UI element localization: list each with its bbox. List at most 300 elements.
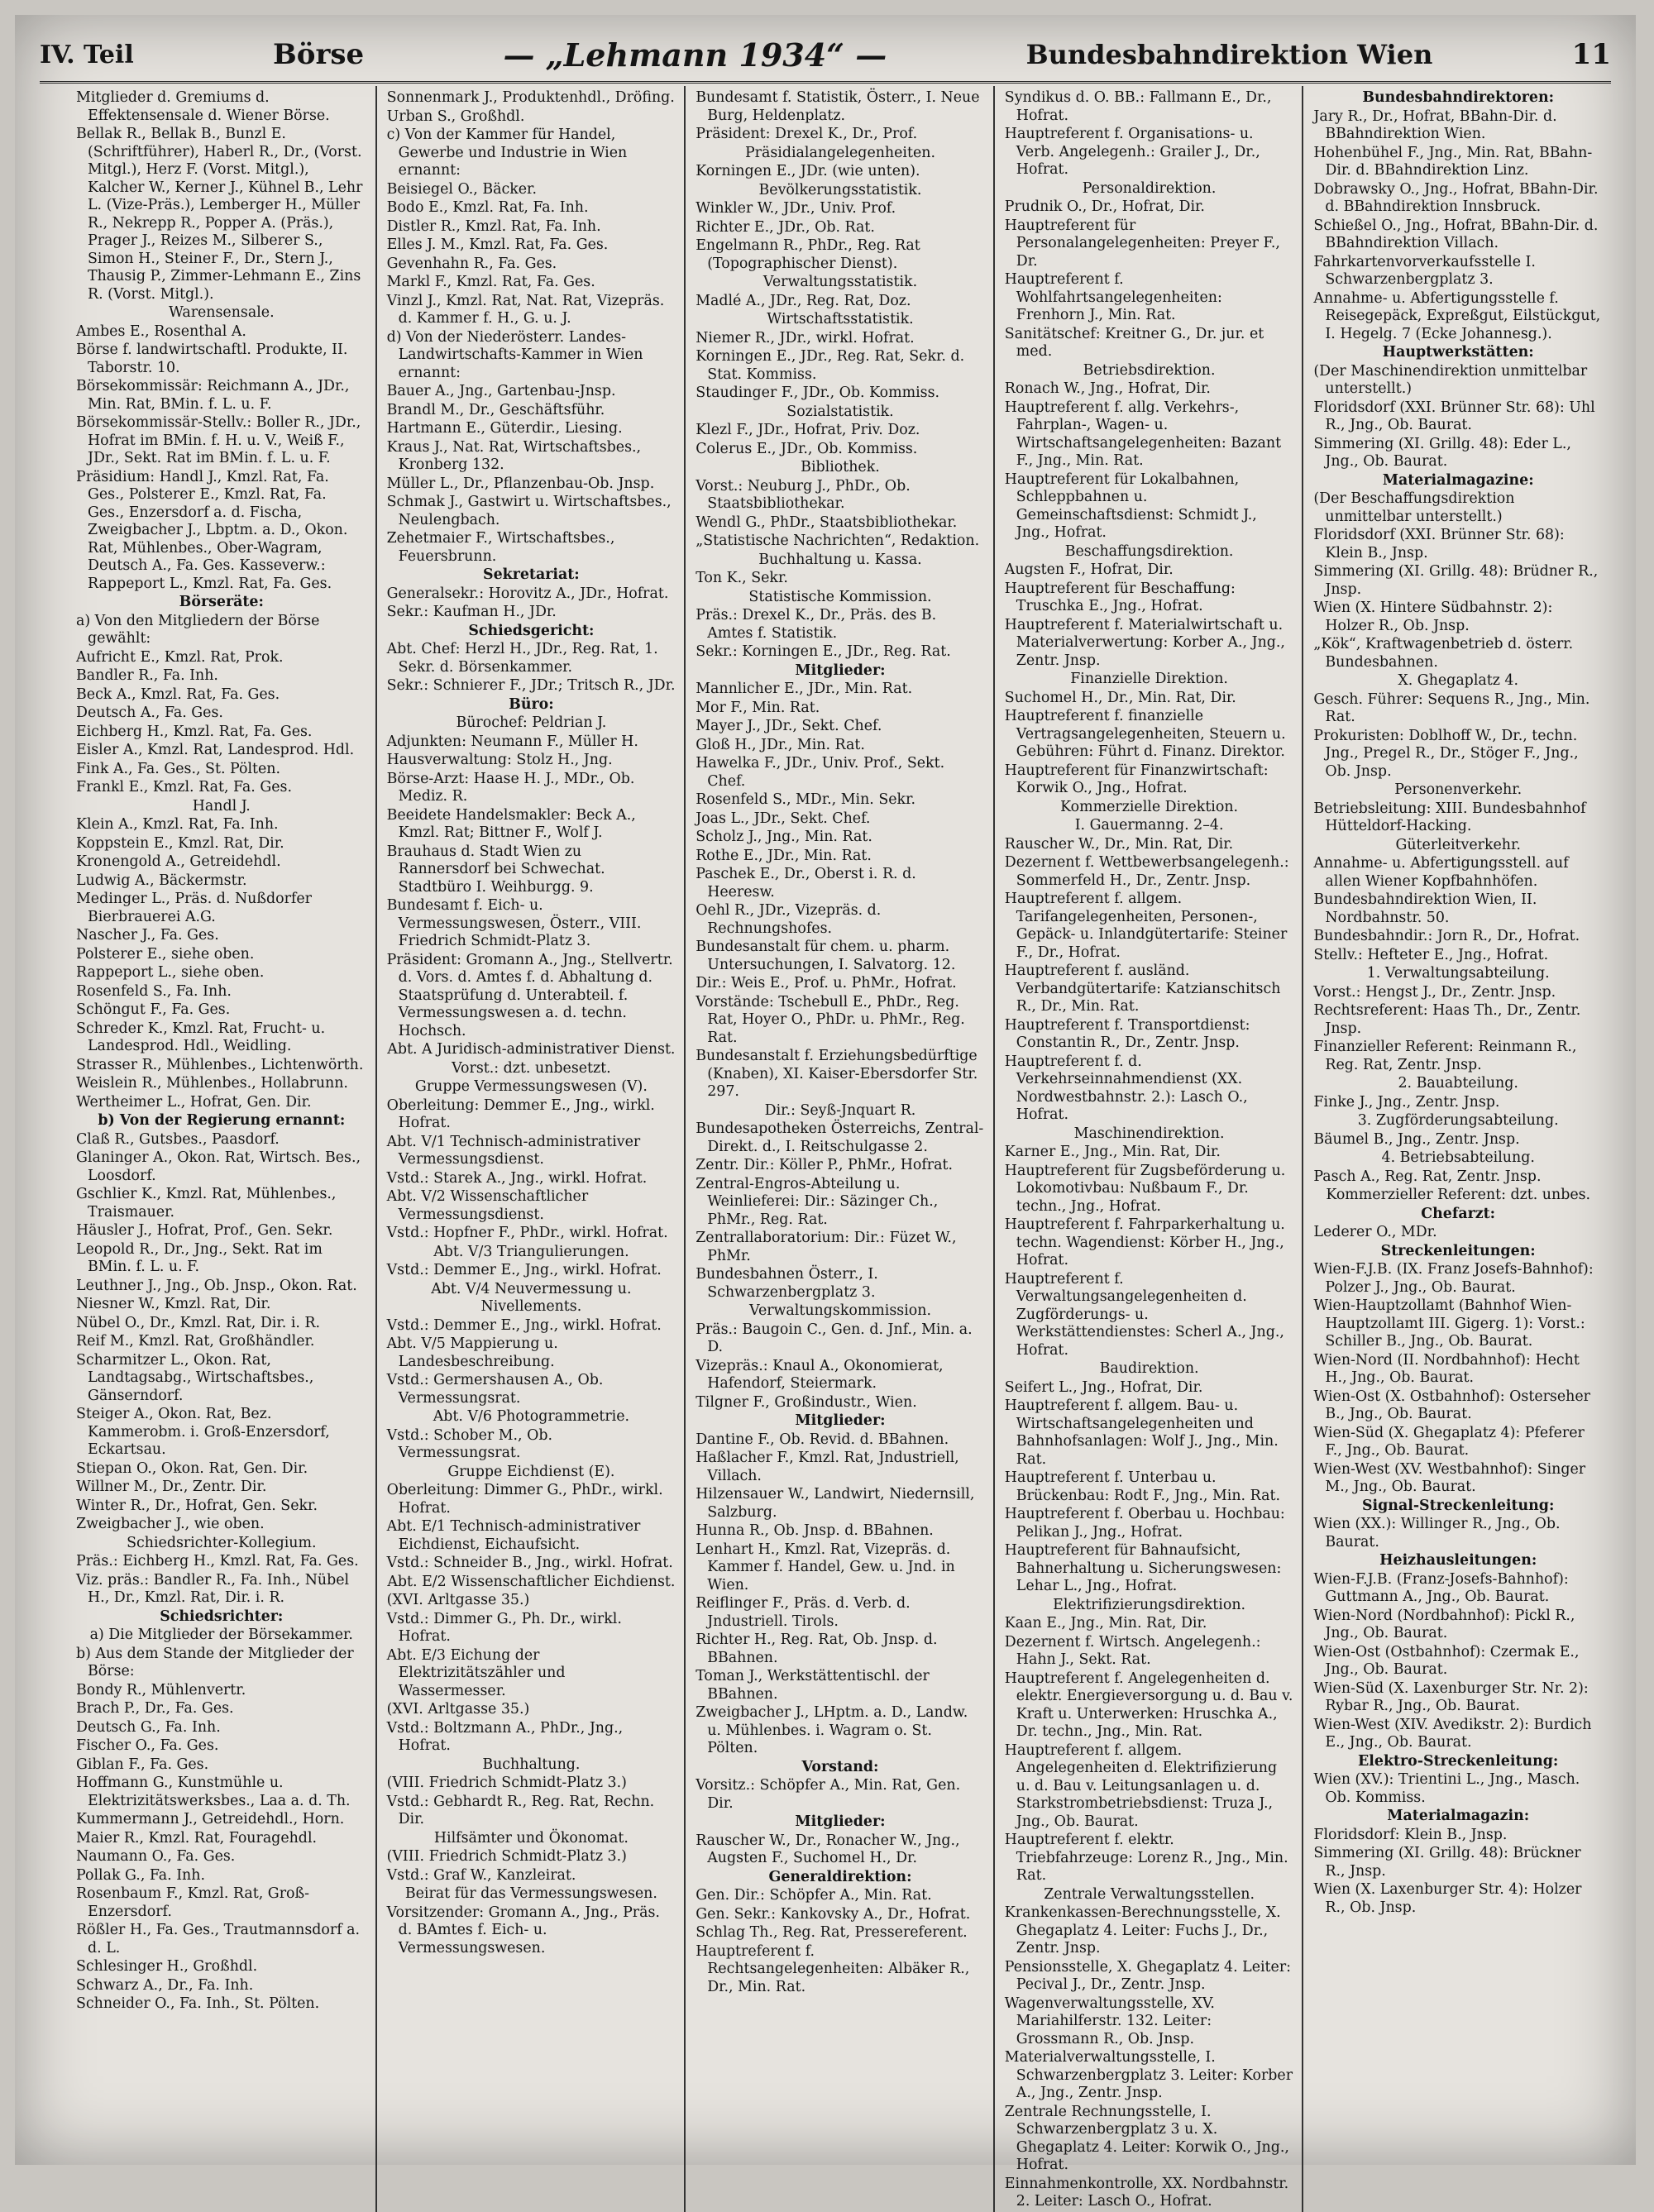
directory-entry: Vinzl J., Kmzl. Rat, Nat. Rat, Vizepräs. d. Kammer f. H., G. u. J.	[386, 292, 665, 327]
directory-entry: Rosenbaum F., Kmzl. Rat, Groß-Enzersdorf.	[76, 1885, 309, 1920]
directory-entry: Wien-Nord (II. Nordbahnhof): Hecht H., Jng., Ob. Baurat.	[1313, 1351, 1580, 1386]
directory-entry: Kraus J., Nat. Rat, Wirtschaftsbes., Kronberg 132.	[386, 438, 642, 473]
directory-entry: Sekr.: Schnierer F., JDr.; Tritsch R., JDr.	[386, 677, 676, 694]
directory-entry: Abt. E/3 Eichung der Elektrizitätszähler und Wassermesser.	[386, 1646, 566, 1699]
directory-entry: Börsekommissär: Reichmann A., JDr., Min. Rat, BMin. f. L. u. F.	[76, 378, 350, 413]
directory-entry: Bellak R., Bellak B., Bunzl E. (Schriftführer), Haberl R., Dr., (Vorst. Mitgl.), Herz F. (Vorst. Mitgl.), Kalcher W., Kerner J., Kühnel B., Lehr L. (Vize-Präs.), Lemberger H., Müller R., Nekrepp R., Popper A. (Präs.), Prager J., Reizes M., Silberer S., Simon H., Steiner F., Dr., Stern J., Thausig P., Zimmer-Lehmann E., Zins R. (Vorst. Mitgl.).	[76, 126, 363, 303]
directory-entry: Materialmagazine:	[1382, 471, 1534, 489]
directory-entry: Eisler A., Kmzl. Rat, Landesprod. Hdl.	[76, 742, 355, 758]
directory-entry: Korningen E., JDr., Reg. Rat, Sekr. d. Stat. Kommiss.	[696, 348, 965, 383]
directory-entry: Schießel O., Jng., Hofrat, BBahn-Dir. d. BBahndirektion Villach.	[1313, 217, 1599, 251]
directory-entry: Hauptreferent f. ausländ. Verbandgütertarife: Katzianschitsch R., Dr., Min. Rat.	[1004, 963, 1281, 1015]
directory-entry: Wien-Ost (Ostbahnhof): Czermak E., Jng., Ob. Baurat.	[1313, 1643, 1580, 1678]
directory-entry: Materialverwaltungsstelle, I. Schwarzenbergplatz 3. Leiter: Korber A., Jng., Zentr. Jnsp.	[1004, 2049, 1293, 2101]
directory-entry: Rappeport L., siehe oben.	[76, 964, 265, 981]
directory-entry: Wien-West (XIV. Avedikstr. 2): Burdich E., Jng., Ob. Baurat.	[1313, 1716, 1592, 1751]
directory-entry: Brauhaus d. Stadt Wien zu Rannersdorf bei Schwechat. Stadtbüro I. Weihburgg. 9.	[386, 843, 605, 896]
directory-entry: Hauptreferent f. Wohlfahrtsangelegenheiten: Frenhorn J., Min. Rat.	[1004, 271, 1222, 323]
directory-entry: Rosenfeld S., Fa. Inh.	[76, 982, 232, 1000]
directory-entry: Hauptreferent für Personalangelegenheiten: Preyer F., Dr.	[1004, 217, 1280, 270]
directory-entry: Bundesamt f. Eich- u. Vermessungswesen, Österr., VIII. Friedrich Schmidt-Platz 3.	[386, 897, 642, 949]
directory-entry: Finanzielle Direktion.	[1070, 671, 1228, 687]
directory-entry: X. Ghegaplatz 4.	[1398, 672, 1519, 689]
directory-entry: Ton K., Sekr.	[696, 570, 788, 586]
directory-entry: Wien-Hauptzollamt (Bahnhof Wien-Hauptzollamt III. Gigerg. 1): Vorst.: Schiller B., Jng., Ob. Baurat.	[1313, 1297, 1585, 1350]
directory-entry: Bundesbahndir.: Jorn R., Dr., Hofrat.	[1313, 928, 1580, 944]
directory-entry: Beirat für das Vermessungswesen.	[404, 1885, 657, 1902]
directory-entry: Rosenfeld S., MDr., Min. Sekr.	[696, 791, 916, 808]
directory-entry: Polsterer E., siehe oben.	[76, 945, 255, 963]
directory-entry: Urban S., Großhdl.	[386, 107, 525, 125]
directory-entry: Hauptreferent f. elektr. Triebfahrzeuge: Lorenz R., Jng., Min. Rat.	[1004, 1832, 1288, 1884]
directory-entry: Zentr. Dir.: Köller P., PhMr., Hofrat.	[696, 1157, 954, 1173]
directory-entry: Dantine F., Ob. Revid. d. BBahnen.	[696, 1431, 949, 1448]
directory-entry: Abt. E/1 Technisch-administrativer Eichdienst, Eichaufsicht.	[386, 1518, 641, 1553]
directory-entry: Wertheimer L., Hofrat, Gen. Dir.	[76, 1093, 312, 1111]
directory-entry: Wien-West (XV. Westbahnhof): Singer M., Jng., Ob. Baurat.	[1313, 1460, 1586, 1495]
directory-entry: Sekr.: Korningen E., JDr., Reg. Rat.	[696, 643, 951, 660]
directory-entry: Beck A., Kmzl. Rat, Fa. Ges.	[76, 686, 280, 703]
directory-entry: Pasch A., Reg. Rat, Zentr. Jnsp.	[1313, 1168, 1542, 1185]
directory-entry: Abt. V/4 Neuvermessung u. Nivellements.	[431, 1280, 632, 1315]
directory-entry: Kronengold A., Getreidehdl.	[76, 853, 281, 870]
directory-entry: Dir.: Seyß-Jnquart R.	[764, 1101, 916, 1119]
directory-entry: Zentrallaboratorium: Dir.: Füzet W., PhMr.	[696, 1230, 957, 1264]
directory-entry: Chefarzt:	[1421, 1205, 1496, 1222]
directory-entry: Präsidium: Handl J., Kmzl. Rat, Fa. Ges., Polsterer E., Kmzl. Rat, Fa. Ges., Enzersdorf a. d. Fischa, Zweigbacher J., Lbptm. a. D., Okon. Rat, Mühlenbes., Ober-Wagram, Deutsch A., Fa. Ges. Kasseverw.: Rappeport L., Kmzl. Rat, Fa. Ges.	[76, 468, 348, 592]
directory-entry: Vorst.: dzt. unbesetzt.	[452, 1059, 611, 1077]
directory-entry: Fahrkartenvorverkaufsstelle I. Schwarzenbergplatz 3.	[1313, 253, 1536, 288]
directory-entry: Fink A., Fa. Ges., St. Pölten.	[76, 760, 281, 777]
publication-title: — „Lehmann 1934“ —	[503, 36, 887, 74]
directory-entry: Maschinendirektion.	[1073, 1125, 1225, 1142]
page-number: 11	[1571, 38, 1611, 71]
directory-entry: Klein A., Kmzl. Rat, Fa. Inh.	[76, 816, 279, 833]
directory-entry: Hauptwerkstätten:	[1382, 344, 1534, 361]
directory-entry: Gschlier K., Kmzl. Rat, Mühlenbes., Traismauer.	[76, 1186, 337, 1221]
directory-entry: Vstd.: Demmer E., Jng., wirkl. Hofrat.	[386, 1262, 662, 1278]
directory-entry: Gevenhahn R., Fa. Ges.	[386, 255, 557, 272]
directory-entry: Lederer O., MDr.	[1313, 1224, 1437, 1240]
directory-entry: Vorstand:	[801, 1758, 879, 1775]
directory-entry: Niesner W., Kmzl. Rat, Dir.	[76, 1296, 271, 1312]
directory-entry: Elektro-Streckenleitung:	[1358, 1752, 1559, 1770]
directory-entry: Engelmann R., PhDr., Reg. Rat (Topographischer Dienst).	[696, 237, 920, 272]
directory-entry: Winter R., Dr., Hofrat, Gen. Sekr.	[76, 1497, 318, 1514]
directory-entry: Oehl R., JDr., Vizepräs. d. Rechnungshofes.	[696, 902, 882, 937]
directory-entry: (XVI. Arltgasse 35.)	[386, 1592, 530, 1608]
directory-entry: Hauptreferent f. Transportdienst: Constantin R., Dr., Zentr. Jnsp.	[1004, 1016, 1250, 1051]
directory-entry: Rothe E., JDr., Min. Rat.	[696, 847, 872, 864]
directory-entry: Simmering (XI. Grillg. 48): Eder L., Jng., Ob. Baurat.	[1313, 435, 1571, 470]
directory-entry: Bondy R., Mühlenvertr.	[76, 1681, 246, 1698]
directory-entry: Hauptreferent f. Fahrparkerhaltung u. techn. Wagendienst: Körber H., Jng., Hofrat.	[1004, 1216, 1285, 1268]
directory-entry: Augsten F., Hofrat, Dir.	[1004, 561, 1174, 578]
directory-entry: Claß R., Gutsbes., Paasdorf.	[76, 1130, 280, 1148]
directory-entry: Annahme- u. Abfertigungsstell. auf allen Wiener Kopfbahnhöfen.	[1313, 855, 1569, 890]
directory-entry: Hauptreferent f. allgem. Angelegenheiten d. Elektrifizierung u. d. Bau v. Leitungsanlagen u. d. Starkstrombetriebsdienst: Truza J., Jng., Ob. Baurat.	[1004, 1741, 1278, 1830]
directory-entry: Gruppe Vermessungswesen (V).	[414, 1078, 648, 1095]
directory-entry: Baudirektion.	[1099, 1360, 1199, 1377]
directory-entry: Präsident: Gromann A., Jng., Stellvertr. d. Vors. d. Amtes f. d. Abhaltung d. Staatsprüfung d. Unterabteil. f. Vermessungswesen a. d. techn. Hochsch.	[386, 951, 673, 1039]
directory-entry: Ambes E., Rosenthal A.	[76, 322, 246, 340]
directory-entry: Leuthner J., Jng., Ob. Jnsp., Okon. Rat.	[76, 1277, 357, 1294]
directory-entry: Warensensale.	[168, 304, 275, 321]
directory-entry: Naumann O., Fa. Ges.	[76, 1848, 236, 1865]
directory-entry: Klezl F., JDr., Hofrat, Priv. Doz.	[696, 422, 920, 438]
directory-entry: Suchomel H., Dr., Min. Rat, Dir.	[1004, 689, 1236, 706]
directory-entry: a) Die Mitglieder der Börsekammer.	[89, 1627, 353, 1643]
directory-entry: Simmering (XI. Grillg. 48): Brüdner R., Jnsp.	[1313, 563, 1599, 598]
directory-entry: c) Von der Kammer für Handel, Gewerbe und Industrie in Wien ernannt:	[386, 127, 628, 179]
column-4	[993, 86, 1303, 2212]
directory-entry: Hilfsämter und Ökonomat.	[433, 1829, 629, 1847]
directory-entry: Betriebsdirektion.	[1083, 361, 1216, 379]
directory-entry: Paschek E., Dr., Oberst i. R. d. Heeresw.	[696, 866, 916, 901]
directory-entry: Sanitätschef: Kreitner G., Dr. jur. et med.	[1004, 325, 1264, 360]
directory-entry: Frankl E., Kmzl. Rat, Fa. Ges.	[76, 779, 292, 795]
directory-entry: Oberleitung: Demmer E., Jng., wirkl. Hofrat.	[386, 1096, 655, 1131]
directory-entry: Dezernent f. Wirtsch. Angelegenh.: Hahn J., Sekt. Rat.	[1004, 1633, 1261, 1668]
directory-entry: Rauscher W., Dr., Min. Rat, Dir.	[1004, 835, 1234, 853]
directory-entry: Präsident: Drexel K., Dr., Prof.	[696, 126, 918, 142]
directory-entry: Distler R., Kmzl. Rat, Fa. Inh.	[386, 217, 601, 235]
directory-entry: Finanzieller Referent: Reinmann R., Reg. Rat, Zentr. Jnsp.	[1313, 1039, 1577, 1073]
directory-entry: Handl J.	[192, 797, 251, 815]
directory-page	[15, 15, 1636, 2210]
directory-entry: Zweigbacher J., LHptm. a. D., Landw. u. Mühlenbes. i. Wagram o. St. Pölten.	[696, 1704, 968, 1756]
directory-entry: Gen. Sekr.: Kankovsky A., Dr., Hofrat.	[696, 1905, 971, 1923]
directory-entry: Vstd.: Schober M., Ob. Vermessungsrat.	[386, 1426, 553, 1461]
directory-entry: Hauptreferent f. Rechtsangelegenheiten: Albäker R., Dr., Min. Rat.	[696, 1942, 970, 1995]
directory-entry: Sozialstatistik.	[786, 403, 894, 420]
directory-entry: 4. Betriebsabteilung.	[1381, 1149, 1535, 1166]
directory-entry: Pollak G., Fa. Inh.	[76, 1866, 205, 1884]
directory-entry: Bundesanstalt für chem. u. pharm. Untersuchungen, I. Salvatorg. 12.	[696, 939, 956, 973]
directory-entry: Stellv.: Hefteter E., Jng., Hofrat.	[1313, 946, 1549, 963]
directory-entry: (XVI. Arltgasse 35.)	[386, 1701, 530, 1718]
directory-entry: Hauptreferent für Bahnaufsicht, Bahnerhaltung u. Sicherungswesen: Lehar L., Jng., Hofrat.	[1004, 1542, 1282, 1594]
directory-entry: Bodo E., Kmzl. Rat, Fa. Inh.	[386, 199, 589, 216]
directory-entry: Bundesapotheken Österreichs, Zentral-Direkt. d., I. Reitschulgasse 2.	[696, 1120, 984, 1155]
directory-entry: Hunna R., Ob. Jnsp. d. BBahnen.	[696, 1522, 934, 1539]
directory-entry: Wien (XV.): Trientini L., Jng., Masch. Ob. Kommiss.	[1313, 1771, 1580, 1806]
directory-entry: Rechtsreferent: Haas Th., Dr., Zentr. Jnsp.	[1313, 1002, 1581, 1037]
directory-entry: Wien-Süd (X. Laxenburger Str. Nr. 2): Rybar R., Jng., Ob. Baurat.	[1313, 1679, 1589, 1714]
directory-entry: Floridsdorf (XXI. Brünner Str. 68): Klein B., Jnsp.	[1313, 527, 1565, 561]
directory-entry: Abt. E/2 Wissenschaftlicher Eichdienst.	[387, 1573, 676, 1590]
directory-entry: Wien (XX.): Willinger R., Jng., Ob. Baurat.	[1313, 1516, 1561, 1550]
directory-entry: Seifert L., Jng., Hofrat, Dir.	[1004, 1378, 1203, 1396]
directory-entry: Bürochef: Peldrian J.	[456, 714, 607, 731]
directory-entry: Markl F., Kmzl. Rat, Fa. Ges.	[386, 274, 595, 290]
directory-entry: Beeidete Handelsmakler: Beck A., Kmzl. Rat; Bittner F., Wolf J.	[386, 806, 636, 841]
directory-entry: Eichberg H., Kmzl. Rat, Fa. Ges.	[76, 723, 313, 740]
directory-entry: Zehetmaier F., Wirtschaftsbes., Feuersbrunn.	[386, 530, 615, 565]
directory-entry: Vstd.: Demmer E., Jng., wirkl. Hofrat.	[386, 1316, 662, 1334]
directory-entry: b) Aus dem Stande der Mitglieder der Börse:	[76, 1645, 354, 1679]
directory-entry: Abt. V/3 Triangulierungen.	[433, 1243, 629, 1260]
directory-entry: Hauptreferent f. Verwaltungsangelegenheiten d. Zugförderungs- u. Werkstättendienstes: Scherl A., Jng., Hofrat.	[1004, 1270, 1284, 1359]
column-1	[66, 86, 375, 2212]
directory-entry: Mitglieder:	[795, 1813, 886, 1830]
directory-entry: Vstd.: Germershausen A., Ob. Vermessungsrat.	[386, 1372, 604, 1407]
directory-entry: Dezernent f. Wettbewerbsangelegenh.: Sommerfeld H., Dr., Zentr. Jnsp.	[1004, 854, 1289, 889]
directory-entry: Dir.: Weis E., Prof. u. PhMr., Hofrat.	[696, 975, 957, 991]
directory-entry: Simmering (XI. Grillg. 48): Brückner R., Jnsp.	[1313, 1845, 1581, 1880]
directory-entry: Abt. V/5 Mappierung u. Landesbeschreibung.	[386, 1335, 558, 1370]
directory-entry: Wien-Süd (X. Ghegaplatz 4): Pfeferer F., Jng., Ob. Baurat.	[1313, 1424, 1585, 1459]
directory-entry: Colerus E., JDr., Ob. Kommiss.	[696, 440, 918, 457]
directory-entry: Generaldirektion:	[768, 1868, 912, 1885]
directory-entry: Mitglieder:	[795, 1412, 886, 1429]
directory-entry: Bundesanstalt f. Erziehungsbedürftige (Knaben), XI. Kaiser-Ebersdorfer Str. 297.	[696, 1048, 978, 1100]
directory-entry: Bundesbahndirektoren:	[1362, 89, 1555, 106]
directory-entry: Gesch. Führer: Sequens R., Jng., Min. Rat.	[1313, 690, 1590, 725]
directory-entry: Präsidialangelegenheiten.	[744, 144, 935, 161]
directory-entry: Glaninger A., Okon. Rat, Wirtsch. Bes., Loosdorf.	[76, 1149, 361, 1184]
directory-entry: Verwaltungskommission.	[748, 1302, 931, 1319]
directory-entry: Abt. V/1 Technisch-administrativer Vermessungsdienst.	[386, 1133, 641, 1168]
directory-entry: Weislein R., Mühlenbes., Hollabrunn.	[76, 1075, 348, 1092]
directory-entry: Zentral-Engros-Abteilung u. Weinlieferei: Dir.: Säzinger Ch., PhMr., Reg. Rat.	[696, 1175, 939, 1228]
directory-entry: Hauptreferent f. Organisations- u. Verb. Angelegenh.: Grailer J., Dr., Hofrat.	[1004, 126, 1260, 178]
directory-entry: Börsekommissär-Stellv.: Boller R., JDr., Hofrat im BMin. f. H. u. V., Weiß F., JDr., Sekt. Rat im BMin. f. L. u. F.	[76, 414, 361, 466]
directory-entry: Medinger L., Präs. d. Nußdorfer Bierbrauerei A.G.	[76, 891, 312, 925]
directory-entry: Buchhaltung u. Kassa.	[758, 551, 922, 568]
directory-entry: 2. Bauabteilung.	[1398, 1075, 1518, 1092]
directory-entry: Leopold R., Dr., Jng., Sekt. Rat im BMin. f. L. u. F.	[76, 1240, 323, 1275]
directory-entry: Hauptreferent f. Unterbau u. Brückenbau: Rodt F., Jng., Min. Rat.	[1004, 1469, 1280, 1504]
directory-entry: Schlag Th., Reg. Rat, Pressereferent.	[696, 1924, 968, 1941]
directory-entry: Sekretariat:	[483, 566, 580, 583]
directory-entry: Schiedsrichter:	[160, 1608, 284, 1625]
directory-entry: Beschaffungsdirektion.	[1064, 542, 1234, 560]
directory-entry: Joas L., JDr., Sekt. Chef.	[696, 810, 871, 827]
directory-entry: Tilgner F., Großindustr., Wien.	[696, 1393, 917, 1411]
directory-entry: 1. Verwaltungsabteilung.	[1366, 965, 1550, 982]
directory-entry: Wirtschaftsstatistik.	[767, 311, 914, 327]
directory-entry: Bandler R., Fa. Inh.	[76, 667, 218, 684]
directory-entry: Müller L., Dr., Pflanzenbau-Ob. Jnsp.	[386, 475, 655, 492]
directory-entry: Zentrale Verwaltungsstellen.	[1044, 1885, 1255, 1903]
directory-entry: Hauptreferent für Finanzwirtschaft: Korwik O., Jng., Hofrat.	[1004, 762, 1269, 796]
directory-entry: Schiedsgericht:	[468, 622, 595, 639]
directory-entry: Hauptreferent f. Materialwirtschaft u. Materialverwertung: Korber A., Jng., Zentr. Jnsp.	[1004, 616, 1285, 669]
directory-entry: Vorstände: Tschebull E., PhDr., Reg. Rat, Hoyer O., PhDr. u. PhMr., Reg. Rat.	[696, 993, 965, 1046]
directory-entry: Börse-Arzt: Haase H. J., MDr., Ob. Mediz. R.	[386, 770, 635, 805]
directory-entry: Kommerzieller Referent: dzt. unbes.	[1326, 1187, 1591, 1203]
directory-entry: I. Gauermanng. 2–4.	[1074, 817, 1224, 834]
directory-entry: Mitglieder d. Gremiums d. Effektensensale d. Wiener Börse.	[76, 89, 330, 124]
directory-entry: Korningen E., JDr. (wie unten).	[696, 163, 920, 179]
directory-entry: Floridsdorf: Klein B., Jnsp.	[1313, 1826, 1508, 1843]
directory-entry: Güterleitverkehr.	[1395, 836, 1521, 853]
topic-label: Börse	[273, 38, 365, 71]
directory-entry: Finke J., Jng., Zentr. Jnsp.	[1313, 1093, 1500, 1111]
column-5	[1302, 86, 1611, 2212]
directory-entry: Statistische Kommission.	[748, 588, 932, 605]
directory-entry: Vstd.: Starek A., Jng., wirkl. Hofrat.	[386, 1169, 648, 1187]
directory-entry: Sekr.: Kaufman H., JDr.	[386, 604, 557, 620]
directory-entry: Hauptreferent f. Oberbau u. Hochbau: Pelikan J., Jng., Hofrat.	[1004, 1506, 1285, 1541]
directory-entry: Zweigbacher J., wie oben.	[76, 1516, 265, 1532]
directory-entry: Deutsch A., Fa. Ges.	[76, 705, 223, 721]
directory-entry: „Kök“, Kraftwagenbetrieb d. österr. Bundesbahnen.	[1313, 636, 1574, 671]
directory-entry: „Statistische Nachrichten“, Redaktion.	[696, 533, 980, 549]
directory-entry: Mayer J., JDr., Sekt. Chef.	[696, 718, 882, 734]
directory-entry: Dobrawsky O., Jng., Hofrat, BBahn-Dir. d. BBahndirektion Innsbruck.	[1313, 180, 1599, 215]
directory-entry: d) Von der Niederösterr. Landes-Landwirtschafts-Kammer in Wien ernannt:	[386, 328, 643, 381]
directory-entry: Gruppe Eichdienst (E).	[447, 1463, 615, 1480]
directory-entry: Steiger A., Okon. Rat, Bez. Kammerobm. i. Groß-Enzersdorf, Eckartsau.	[76, 1406, 330, 1458]
directory-entry: Elles J. M., Kmzl. Rat, Fa. Ges.	[386, 236, 609, 253]
directory-entry: Ludwig A., Bäckermstr.	[76, 872, 247, 889]
directory-entry: Aufricht E., Kmzl. Rat, Prok.	[76, 648, 284, 666]
directory-entry: Fischer O., Fa. Ges.	[76, 1737, 219, 1754]
directory-entry: 3. Zugförderungsabteilung.	[1357, 1112, 1559, 1129]
directory-entry: Bundesbahndirektion Wien, II. Nordbahnstr. 50.	[1313, 891, 1537, 926]
directory-entry: Bevölkerungsstatistik.	[758, 181, 922, 198]
directory-entry: Scharmitzer L., Okon. Rat, Landtagsabg., Wirtschaftsbes., Gänserndorf.	[76, 1351, 314, 1404]
directory-entry: Kummermann J., Getreidehdl., Horn.	[76, 1811, 345, 1827]
directory-entry: Hauptreferent f. allgem. Bau- u. Wirtschaftsangelegenheiten und Bahnhofsanlagen: Wolf J., Jng., Min. Rat.	[1004, 1397, 1279, 1468]
directory-entry: a) Von den Mitgliedern der Börse gewählt:	[76, 612, 320, 647]
directory-entry: Generalsekr.: Horovitz A., JDr., Hofrat.	[386, 585, 669, 602]
directory-entry: Schwarz A., Dr., Fa. Inh.	[76, 1976, 254, 1994]
directory-entry: Hauptreferent f. allgem. Tarifangelegenheiten, Personen-, Gepäck- u. Inlandgütertarife: Steiner F., Dr., Hofrat.	[1004, 891, 1288, 961]
directory-entry: Reif M., Kmzl. Rat, Großhändler.	[76, 1333, 315, 1350]
directory-entry: Gen. Dir.: Schöpfer A., Min. Rat.	[696, 1887, 932, 1904]
columns	[66, 86, 1611, 2210]
directory-entry: Verwaltungsstatistik.	[762, 274, 918, 290]
directory-entry: Syndikus d. O. BB.: Fallmann E., Dr., Hofrat.	[1004, 89, 1272, 124]
running-head: Bundesbahndirektion Wien	[1025, 39, 1433, 70]
directory-entry: Hauptreferent f. d. Verkehrseinnahmendienst (XX. Nordwestbahnstr. 2.): Lasch O., Hofrat.	[1004, 1053, 1248, 1123]
directory-entry: Hawelka F., JDr., Univ. Prof., Sekt. Chef.	[696, 755, 945, 790]
directory-entry: Heizhausleitungen:	[1379, 1552, 1537, 1569]
directory-entry: Signal-Streckenleitung:	[1361, 1497, 1555, 1514]
directory-entry: Präs.: Eichberg H., Kmzl. Rat, Fa. Ges.	[76, 1553, 359, 1569]
directory-entry: Schlesinger H., Großhdl.	[76, 1958, 258, 1975]
directory-entry: Personenverkehr.	[1394, 781, 1523, 798]
directory-entry: Wien (X. Hintere Südbahnstr. 2): Holzer R., Ob. Jnsp.	[1313, 600, 1553, 634]
directory-entry: Hauptreferent für Lokalbahnen, Schleppbahnen u. Gemeinschaftsdienst: Schmidt J., Jng., Hofrat.	[1004, 471, 1257, 541]
directory-entry: Schmak J., Gastwirt u. Wirtschaftsbes., Neulengbach.	[386, 494, 672, 528]
directory-entry: Schneider O., Fa. Inh., St. Pölten.	[76, 1995, 320, 2012]
directory-entry: (Der Maschinendirektion unmittelbar unterstellt.)	[1313, 362, 1588, 397]
directory-entry: Schreder K., Kmzl. Rat, Frucht- u. Landesprod. Hdl., Weidling.	[76, 1020, 326, 1054]
column-3	[684, 86, 993, 2212]
directory-entry: Wien-F.J.B. (IX. Franz Josefs-Bahnhof): Polzer J., Jng., Ob. Baurat.	[1313, 1261, 1594, 1296]
directory-entry: Zentrale Rechnungsstelle, I. Schwarzenbergplatz 3 u. X. Ghegaplatz 4. Leiter: Korwik O., Jng., Hofrat.	[1004, 2103, 1289, 2173]
directory-entry: Strasser R., Mühlenbes., Lichtenwörth.	[76, 1056, 364, 1073]
directory-entry: Elektrifizierungsdirektion.	[1053, 1596, 1246, 1613]
directory-entry: Hausverwaltung: Stolz H., Jng.	[386, 752, 613, 768]
directory-entry: Brandl M., Dr., Geschäftsführ.	[386, 401, 605, 418]
directory-entry: Wien (X. Laxenburger Str. 4): Holzer R., Ob. Jnsp.	[1313, 1881, 1582, 1916]
directory-entry: Abt. V/2 Wissenschaftlicher Vermessungsdienst.	[386, 1188, 589, 1223]
directory-entry: Beisiegel O., Bäcker.	[386, 180, 537, 198]
directory-entry: (VIII. Friedrich Schmidt-Platz 3.)	[386, 1775, 627, 1791]
directory-entry: Kommerzielle Direktion.	[1060, 798, 1239, 815]
directory-entry: Betriebsleitung: XIII. Bundesbahnhof Hütteldorf-Hacking.	[1313, 800, 1586, 834]
directory-entry: Börse f. landwirtschaftl. Produkte, II. Taborstr. 10.	[76, 342, 348, 376]
directory-entry: Abt. Chef: Herzl H., JDr., Reg. Rat, 1. Sekr. d. Börsenkammer.	[386, 641, 658, 676]
directory-entry: Stiepan O., Okon. Rat, Gen. Dir.	[76, 1460, 308, 1477]
directory-entry: Brach P., Dr., Fa. Ges.	[76, 1700, 234, 1717]
directory-entry: Hauptreferent für Zugsbeförderung u. Lokomotivbau: Nußbaum F., Dr. techn., Jng., Hofrat.	[1004, 1162, 1286, 1215]
directory-entry: Viz. präs.: Bandler R., Fa. Inh., Nübel H., Dr., Kmzl. Rat, Dir. i. R.	[76, 1571, 350, 1606]
directory-entry: Vorst.: Hengst J., Dr., Zentr. Jnsp.	[1313, 983, 1556, 1001]
directory-entry: Oberleitung: Dimmer G., PhDr., wirkl. Hofrat.	[386, 1482, 663, 1517]
directory-entry: Vstd.: Gebhardt R., Reg. Rat, Rechn. Dir.	[386, 1793, 655, 1827]
directory-entry: Schiedsrichter-Kollegium.	[127, 1534, 317, 1551]
directory-entry: Wien-Ost (X. Ostbahnhof): Osterseher B., Jng., Ob. Baurat.	[1313, 1388, 1590, 1422]
directory-entry: Vstd.: Dimmer G., Ph. Dr., wirkl. Hofrat.	[386, 1610, 622, 1645]
directory-entry: Sonnenmark J., Produktenhdl., Dröfing.	[386, 89, 675, 106]
directory-entry: Mor F., Min. Rat.	[696, 699, 820, 716]
directory-entry: Bibliothek.	[801, 459, 880, 475]
directory-entry: Abt. V/6 Photogrammetrie.	[433, 1408, 630, 1425]
directory-entry: Krankenkassen-Berechnungsstelle, X. Ghegaplatz 4. Leiter: Fuchs J., Dr., Zentr. Jnsp.	[1004, 1904, 1281, 1956]
directory-entry: Wagenverwaltungsstelle, XV. Mariahilferstr. 132. Leiter: Grossmann R., Ob. Jnsp.	[1004, 1995, 1215, 2047]
directory-entry: Bundesamt f. Statistik, Österr., I. Neue Burg, Heldenplatz.	[696, 89, 980, 124]
directory-entry: Haßlacher F., Kmzl. Rat, Jndustriell, Villach.	[696, 1450, 959, 1484]
directory-entry: Vstd.: Graf W., Kanzleirat.	[386, 1866, 576, 1884]
directory-entry: Bundesbahnen Österr., I. Schwarzenbergplatz 3.	[696, 1266, 878, 1301]
directory-entry: Ronach W., Jng., Hofrat, Dir.	[1004, 380, 1211, 397]
directory-entry: Wien-F.J.B. (Franz-Josefs-Bahnhof): Guttmann A., Jng., Ob. Baurat.	[1313, 1570, 1569, 1605]
directory-entry: Buchhaltung.	[482, 1756, 581, 1773]
directory-entry: Häusler J., Hofrat, Prof., Gen. Sekr.	[76, 1222, 333, 1239]
directory-entry: Vstd.: Hopfner F., PhDr., wirkl. Hofrat.	[386, 1225, 668, 1241]
directory-entry: Hoffmann G., Kunstmühle u. Elektrizitätswerksbes., Laa a. d. Th.	[76, 1775, 351, 1809]
directory-entry: Pensionsstelle, X. Ghegaplatz 4. Leiter: Pecival J., Dr., Zentr. Jnsp.	[1004, 1958, 1292, 1993]
directory-entry: Rößler H., Fa. Ges., Trautmannsdorf a. d. L.	[76, 1922, 361, 1956]
directory-entry: Toman J., Werkstättentischl. der BBahnen.	[696, 1668, 930, 1703]
directory-entry: Mannlicher E., JDr., Min. Rat.	[696, 681, 913, 697]
directory-entry: Willner M., Dr., Zentr. Dir.	[76, 1479, 267, 1495]
directory-entry: Vizepräs.: Knaul A., Okonomierat, Hafendorf, Steiermark.	[696, 1357, 944, 1392]
directory-entry: Niemer R., JDr., wirkl. Hofrat.	[696, 329, 915, 346]
directory-entry: Koppstein E., Kmzl. Rat, Dir.	[76, 834, 284, 852]
directory-entry: Adjunkten: Neumann F., Müller H.	[386, 733, 638, 750]
directory-entry: Kaan E., Jng., Min. Rat, Dir.	[1004, 1615, 1207, 1632]
column-2	[375, 86, 685, 2212]
directory-entry: Bauer A., Jng., Gartenbau-Jnsp.	[386, 383, 616, 399]
directory-entry: Mitglieder:	[795, 662, 886, 679]
directory-entry: Madlé A., JDr., Reg. Rat, Doz.	[696, 292, 911, 309]
directory-entry: Annahme- u. Abfertigungsstelle f. Reisegepäck, Expreßgut, Eilstückgut, I. Hegelg. 7 (Ecke Johannesg.).	[1313, 289, 1601, 342]
directory-entry: Prokuristen: Doblhoff W., Dr., techn. Jng., Pregel R., Dr., Stöger F., Jng., Ob. Jnsp.	[1313, 727, 1579, 780]
directory-entry: Giblan F., Fa. Ges.	[76, 1756, 209, 1773]
directory-entry: Hauptreferent f. Angelegenheiten d. elektr. Energieversorgung u. d. Bau v. Kraft u. Unterwerken: Hruschka A., Dr. techn., Jng., Min. Rat.	[1004, 1670, 1293, 1740]
directory-entry: Hohenbühel F., Jng., Min. Rat, BBahn-Dir. d. BBahndirektion Linz.	[1313, 144, 1593, 179]
directory-entry: Staudinger F., JDr., Ob. Kommiss.	[696, 385, 940, 401]
directory-entry: Prudnik O., Dr., Hofrat, Dir.	[1004, 198, 1205, 215]
page-header	[40, 28, 1611, 84]
directory-entry: Nascher J., Fa. Ges.	[76, 927, 219, 944]
directory-entry: Vstd.: Boltzmann A., PhDr., Jng., Hofrat.	[386, 1719, 624, 1754]
directory-entry: Wendl G., PhDr., Staatsbibliothekar.	[696, 514, 958, 531]
directory-entry: Winkler W., JDr., Univ. Prof.	[696, 200, 896, 217]
directory-entry: Börseräte:	[179, 594, 264, 610]
directory-entry: Vorsitz.: Schöpfer A., Min. Rat, Gen. Dir.	[696, 1777, 961, 1812]
directory-entry: Wien-Nord (Nordbahnhof): Pickl R., Jng., Ob. Baurat.	[1313, 1607, 1575, 1641]
directory-entry: Präs.: Drexel K., Dr., Präs. des B. Amtes f. Statistik.	[696, 607, 937, 642]
directory-entry: Vstd.: Schneider B., Jng., wirkl. Hofrat.	[386, 1555, 673, 1571]
